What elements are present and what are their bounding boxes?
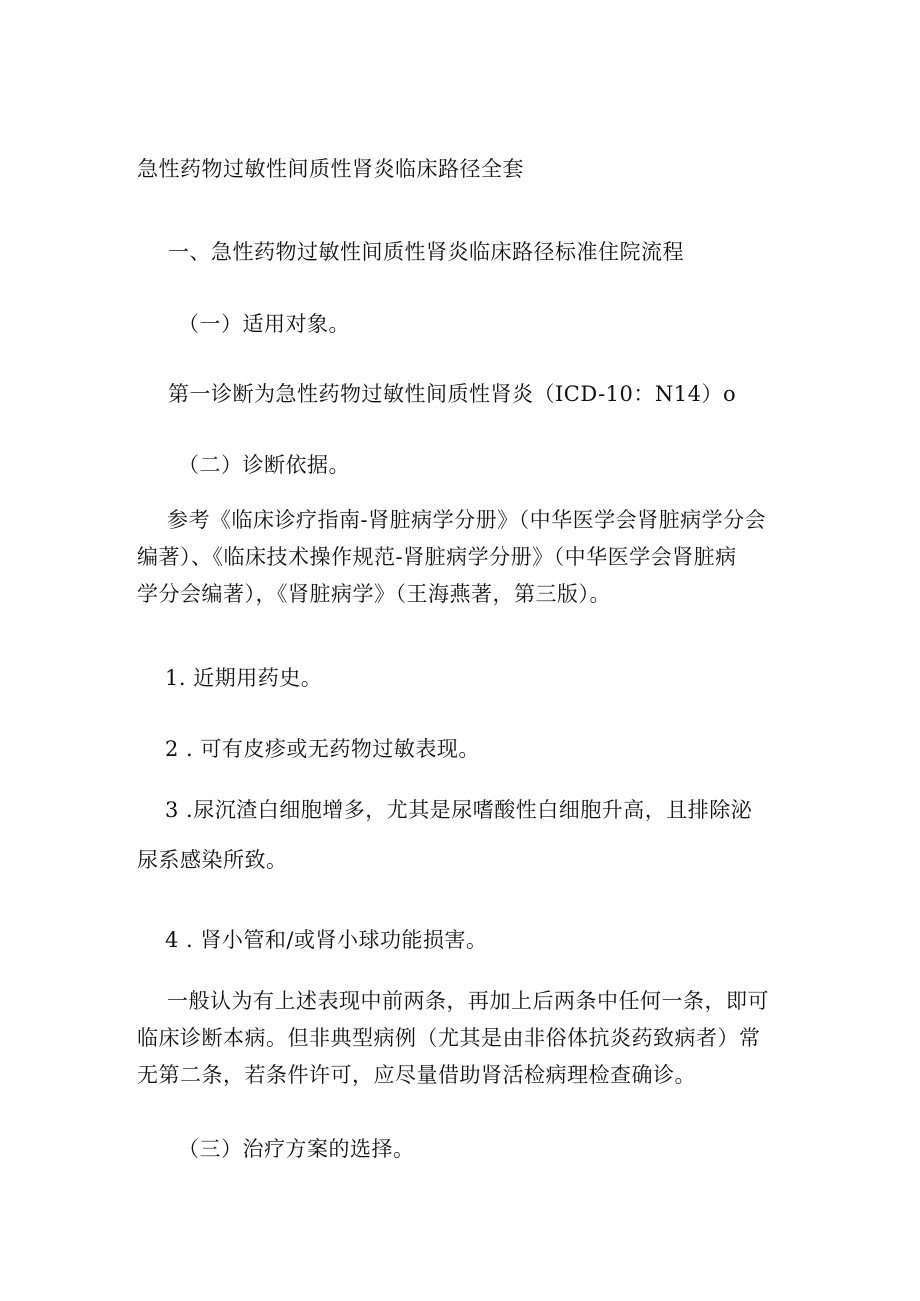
criteria-item-1: 1. 近期用药史。 [165, 666, 323, 690]
subsection-heading-2: （二）诊断依据。 [178, 453, 350, 477]
reference-line-3: 学分会编著），《肾脏病学》（王海燕著，第三版）。 [137, 582, 611, 606]
reference-paragraph [137, 502, 797, 613]
criteria-item-3: 3 .尿沉渣白细胞增多，尤其是尿嗜酸性白细胞升高，且排除泌 [165, 798, 753, 822]
criteria-item-4: 4 . 肾小管和/或肾小球功能损害。 [165, 928, 488, 952]
reference-line-2: 编著）、《临床技术操作规范-肾脏病学分册》（中华医学会肾脏病 [137, 545, 737, 569]
subsection-heading-1: （一）适用对象。 [178, 312, 350, 336]
diagnosis-line: 第一诊断为急性药物过敏性间质性肾炎（ICD-10：N14）o [168, 382, 737, 406]
criteria-item-2: 2 . 可有皮疹或无药物过敏表现。 [165, 737, 480, 761]
paragraph-line-2: 临床诊断本病。但非典型病例（尤其是由非俗体抗炎药致病者）常 [137, 1026, 761, 1050]
section-heading-1: 一、急性药物过敏性间质性肾炎临床路径标准住院流程 [168, 240, 684, 264]
subsection-heading-3: （三）治疗方案的选择。 [178, 1137, 415, 1161]
diagnosis-paragraph [137, 983, 797, 1094]
paragraph-line-1: 一般认为有上述表现中前两条，再加上后两条中任何一条，即可 [167, 989, 769, 1013]
criteria-item-3-continued: 尿系感染所致。 [137, 848, 288, 872]
paragraph-line-3: 无第二条，若条件许可，应尽量借助肾活检病理检查确诊。 [137, 1063, 696, 1087]
document-title: 急性药物过敏性间质性肾炎临床路径全套 [137, 157, 524, 181]
reference-line-1: 参考《临床诊疗指南-肾脏病学分册》（中华医学会肾脏病学分会 [167, 508, 767, 532]
